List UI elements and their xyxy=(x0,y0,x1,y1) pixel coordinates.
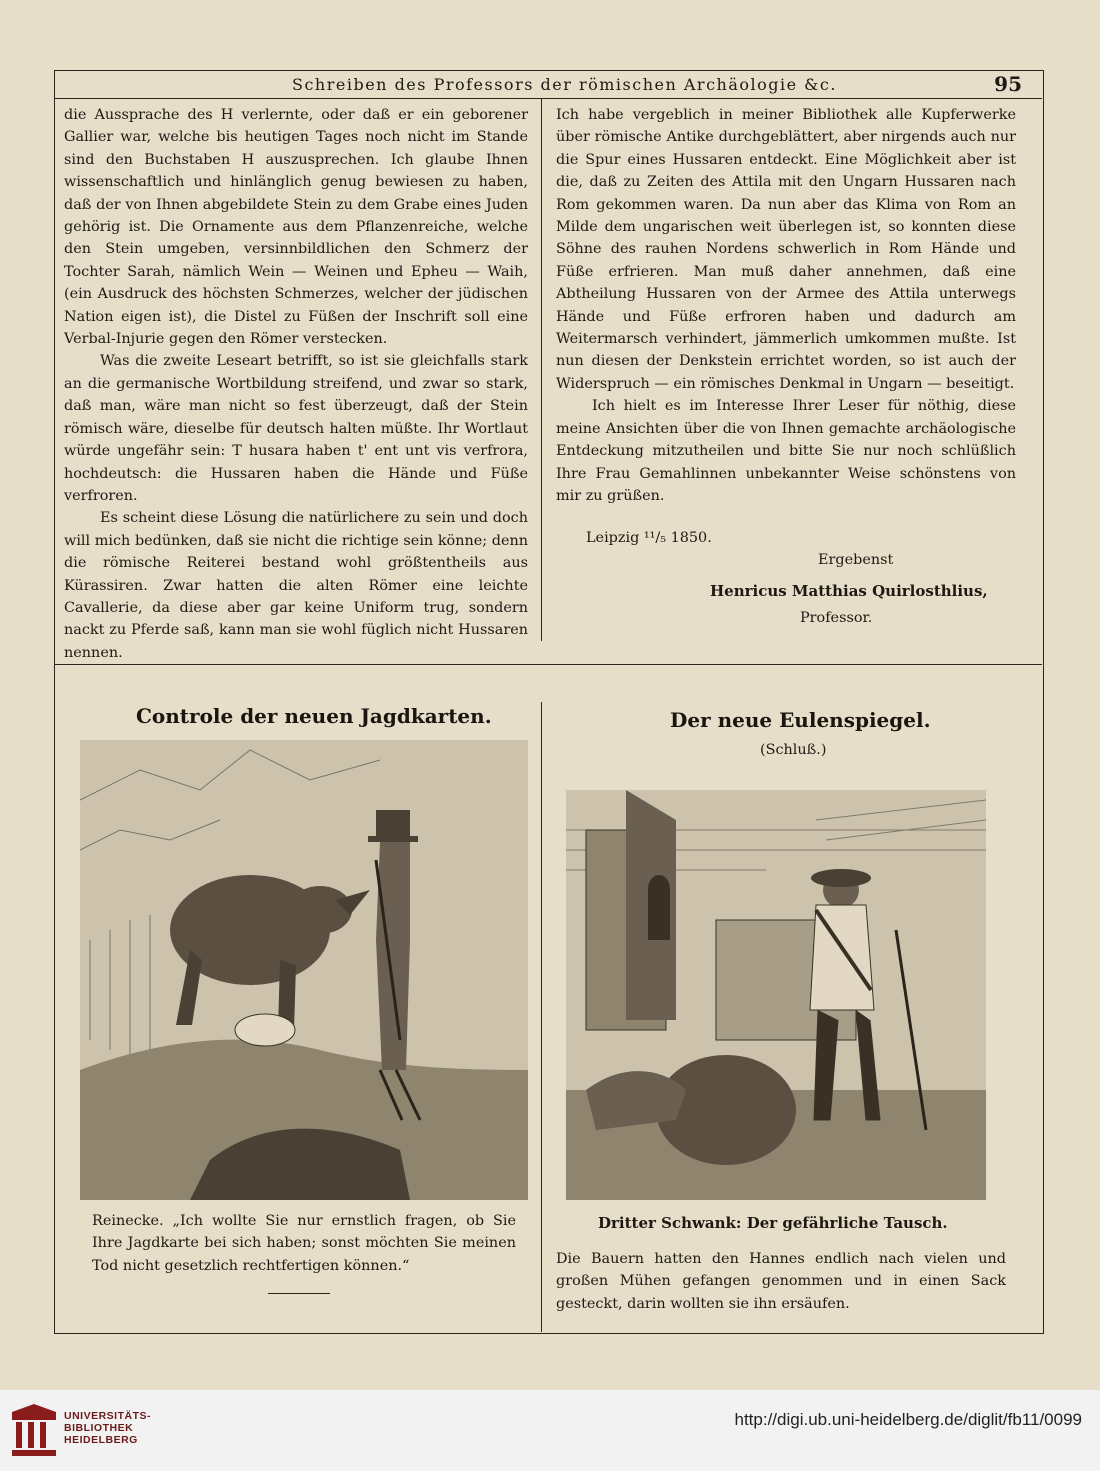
paragraph: Ich habe vergeblich in meiner Bibliothek alle Kupferwerke über römische Antike durchgeblättert, aber nirgends auch nur die Spur eines Hussaren entdeckt. Eine Möglichkeit aber ist die, daß zu Zeiten des Attila mit den Ungarn Hussaren nach Rom gekommen waren. Da nun aber das Klima von Rom an Milde dem ungarischen weit überlegen ist, so konnten diese Söhne des rauhen Nordens schwerlich in Rom Hände und Füße erfrieren. Man muß daher annehmen, daß eine Abtheilung Hussaren von der Armee des Attila unterwegs Hände und Füße erfroren haben und dadurch am Weitermarsch verhindert, jämmerlich umkommen mußte. Ist nun diesen der Denkstein errichtet worden, so ist auch der Widerspruch — ein römisches Denkmal in Ungarn — beseitigt. xyxy=(556,107,1016,392)
closing: Ergebenst xyxy=(818,552,894,568)
fox-bear-illustration xyxy=(80,740,528,1200)
library-name-line3: HEIDELBERG xyxy=(64,1434,138,1446)
library-name-line1: UNIVERSITÄTS- xyxy=(64,1410,152,1422)
caption-rule xyxy=(268,1293,330,1294)
source-url-link[interactable]: http://digi.ub.uni-heidelberg.de/diglit/fb11/0099 xyxy=(734,1410,1082,1429)
running-title: Schreiben des Professors der römischen Archäologie &c. xyxy=(292,75,837,94)
library-name xyxy=(64,1410,151,1446)
chapter-heading: Dritter Schwank: Der gefährliche Tausch. xyxy=(598,1214,948,1232)
signature-name: Henricus Matthias Quirlosthlius, xyxy=(710,582,988,600)
left-column xyxy=(64,104,528,664)
right-column xyxy=(556,104,1016,507)
signature-title: Professor. xyxy=(800,610,873,626)
section-title-right: Der neue Eulenspiegel. xyxy=(670,708,931,732)
section-title-left: Controle der neuen Jagdkarten. xyxy=(136,704,492,728)
viewer-footer xyxy=(0,1390,1100,1471)
section-divider xyxy=(54,664,1042,665)
section-subtitle: (Schluß.) xyxy=(760,742,827,758)
paragraph: die Aussprache des H verlernte, oder daß er ein geborener Gallier war, welche bis heutigen Tages noch nicht im Stande sind den Buchstaben H auszusprechen. Ich glaube Ihnen wissenschaftlich und hinlänglich genug bewiesen zu haben, daß der von Ihnen abgebildete Stein zu dem Grabe eines Juden gehörig ist. Die Ornamente aus dem Pflanzenreiche, welche den Stein umgeben, versinnbildlichen den Schmerz der Tochter Sarah, nämlich Wein — Weinen und Epheu — Waih, (ein Ausdruck des höchsten Schmerzes, welcher der jüdischen Nation eigen ist), die Distel zu Füßen der Inschrift soll eine Verbal-Injurie gegen den Römer verstecken. xyxy=(64,107,528,348)
paragraph: Es scheint diese Lösung die natürlichere zu sein und doch will mich bedünken, daß sie nicht die richtige sein könne; denn die römische Reiterei bestand wohl größtentheils aus Kürassiren. Zwar hatten die alten Römer eine leichte Cavallerie, da diese aber gar keine Uniform trug, sondern nackt zu Pferde saß, kann man sie wohl füglich nicht Hussaren nennen. xyxy=(64,510,528,661)
page-number: 95 xyxy=(994,72,1022,96)
hannes-sack-illustration xyxy=(566,790,986,1200)
column-divider-top xyxy=(541,98,542,641)
chapter-paragraph: Die Bauern hatten den Hannes endlich nach vielen und großen Mühen gefangen genommen und in einen Sack gesteckt, darin wollten sie ihn ersäufen. xyxy=(556,1251,1006,1312)
running-header xyxy=(54,72,1042,99)
caption-left: Reinecke. „Ich wollte Sie nur ernstlich fragen, ob Sie Ihre Jagdkarte bei sich haben; sonst möchten Sie meinen Tod nicht gesetzlich rechtfertigen können.“ xyxy=(92,1213,516,1274)
paragraph: Ich hielt es im Interesse Ihrer Leser für nöthig, diese meine Ansichten über die von Ihnen gemachte archäologische Entdeckung mitzutheilen und bitte Sie nur noch schlüßlich Ihre Frau Gemahlinnen unbekannter Weise schönstens von mir zu grüßen. xyxy=(556,398,1016,504)
column-divider-bottom xyxy=(541,702,542,1332)
paragraph: Was die zweite Leseart betrifft, so ist sie gleichfalls stark an die germanische Wortbildung streifend, und zwar so stark, daß man, wäre man nicht so fest überzeugt, daß der Stein römisch wäre, dieselbe für deutsch halten müßte. Ihr Wortlaut würde ungefähr sein: T husara haben t' ent unt vis verfrora, hochdeutsch: die Hussaren haben die Hände und Füße verfroren. xyxy=(64,353,528,504)
place-date: Leipzig ¹¹/₅ 1850. xyxy=(586,530,712,546)
library-logo-icon xyxy=(8,1400,60,1460)
library-name-line2: BIBLIOTHEK xyxy=(64,1422,134,1434)
